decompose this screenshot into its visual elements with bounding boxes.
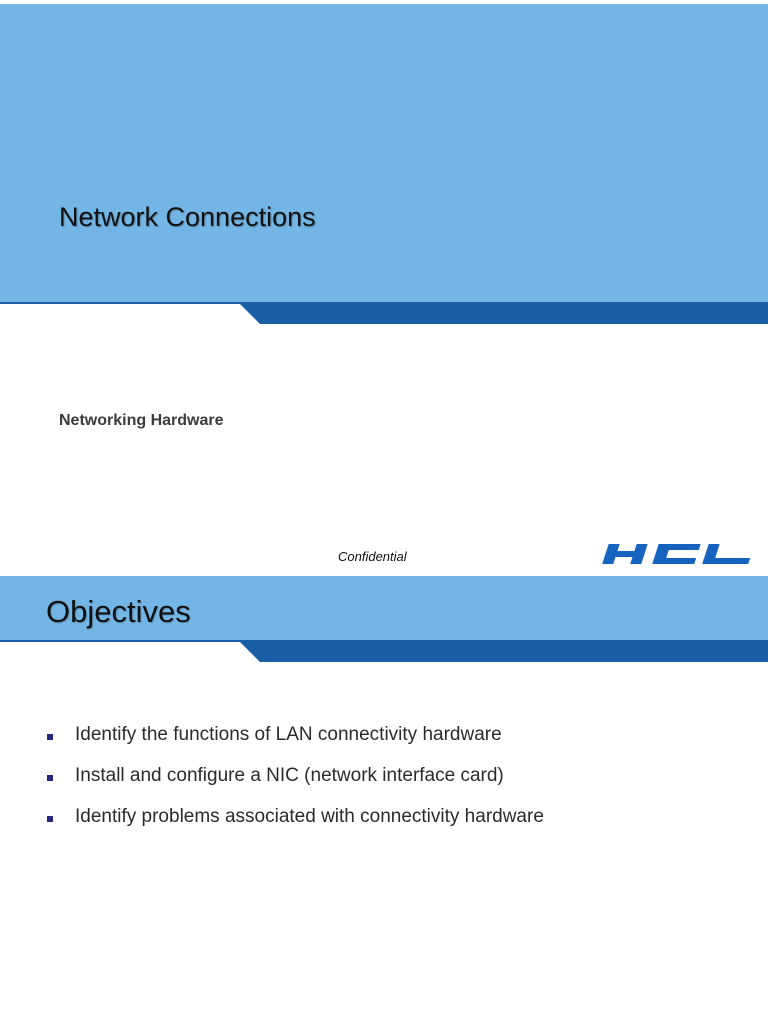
list-item [46, 806, 544, 847]
objective-text: Identify problems associated with connectivity hardware [75, 806, 544, 827]
objectives-title: Objectives [46, 594, 191, 629]
slide-objectives [0, 574, 768, 1024]
bullet-square-icon [47, 734, 53, 740]
list-item [46, 724, 544, 765]
slide-subtitle: Networking Hardware [59, 412, 224, 429]
list-item [46, 765, 544, 806]
slide-title-heading: Network Connections [59, 202, 316, 232]
bullet-square-icon [47, 775, 53, 781]
divider-bar [0, 302, 768, 324]
objective-text: Identify the functions of LAN connectivity hardware [75, 724, 502, 745]
objectives-list [46, 724, 544, 847]
objective-text: Install and configure a NIC (network interface card) [75, 765, 504, 786]
bullet-square-icon [47, 816, 53, 822]
confidential-label: Confidential [338, 549, 407, 564]
title-band [0, 4, 768, 302]
divider-bar [0, 640, 768, 662]
hcl-logo-icon [598, 540, 754, 568]
